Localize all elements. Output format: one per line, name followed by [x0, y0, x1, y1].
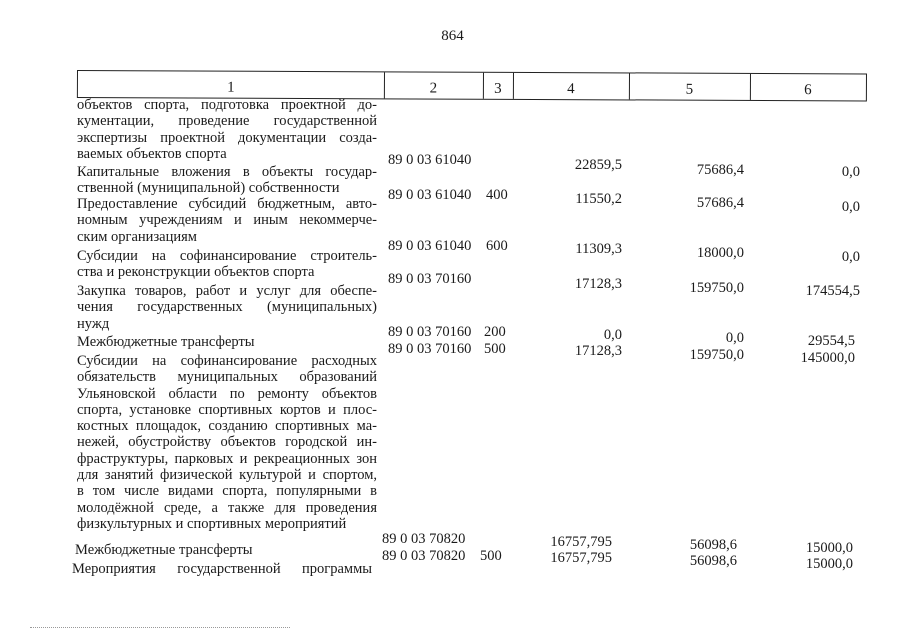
page-footer-line	[30, 627, 290, 628]
row-value-col6: 15000,0	[805, 556, 853, 572]
page-number: 864	[441, 28, 464, 44]
row-expense-type: 600	[486, 238, 508, 254]
table-row-description: Субсидии на софинансирование расходных обязательств муниципальных образований Ульяновской области по ремонту объектов спорта, установке спортивных кортов и плос- костных площадок, созданию спортивных ма- нежей, обустройству объектов городской ин- фраструктуры, парковых и рекреационных зон для занятий физической культурой и спортом, в том числе видами спорта, популярными в молодёжной среде, а также для проведения физкультурных и спортивных мероприятий	[77, 353, 377, 532]
row-code: 89 0 03 70820	[382, 548, 466, 564]
row-value-col5: 57686,4	[696, 195, 744, 211]
table-row-description: Мероприятия государственной программы	[72, 561, 372, 577]
row-value-col6: 15000,0	[805, 540, 853, 556]
row-value-col4: 0,0	[603, 327, 622, 343]
row-value-col4: 22859,5	[574, 157, 622, 173]
table-row-description: Межбюджетные трансферты	[75, 542, 253, 558]
row-value-col5: 159750,0	[689, 280, 744, 296]
header-col-3: 3	[483, 73, 514, 99]
row-value-col6: 0,0	[841, 249, 860, 265]
row-value-col4: 17128,3	[574, 276, 622, 292]
table-row-description: объектов спорта, подготовка проектной до- кументации, проведение государственной экспертизы проектной документации созда- ваемых объектов спорта	[77, 97, 377, 162]
header-col-4: 4	[513, 73, 630, 100]
table-row-description: Капитальные вложения в объекты государ- ственной (муниципальной) собственности	[77, 164, 377, 197]
table-row-description: Субсидии на софинансирование строитель- ства и реконструкции объектов спорта	[77, 248, 377, 281]
table-row-description: Предоставление субсидий бюджетным, авто- номным учреждениям и иным некоммерче- ским организациям	[77, 196, 377, 245]
header-col-6: 6	[804, 82, 812, 99]
row-value-col4: 17128,3	[574, 343, 622, 359]
row-value-col5: 56098,6	[689, 537, 737, 553]
header-col-1: 1	[78, 71, 385, 98]
row-value-col5: 75686,4	[696, 162, 744, 178]
row-expense-type: 500	[480, 548, 502, 564]
row-code: 89 0 03 61040	[388, 238, 472, 254]
table-row-description: Межбюджетные трансферты	[77, 334, 255, 350]
row-code: 89 0 03 61040	[388, 152, 472, 168]
row-value-col4: 16757,795	[550, 534, 612, 550]
table-row-description: Закупка товаров, работ и услуг для обеспе- чения государственных (муниципальных) нужд	[77, 283, 377, 332]
header-col-2: 2	[384, 72, 484, 98]
row-value-col6: 145000,0	[800, 350, 855, 366]
row-expense-type: 200	[484, 324, 506, 340]
row-value-col4: 11309,3	[575, 241, 622, 257]
row-code: 89 0 03 70160	[388, 324, 472, 340]
row-value-col5: 56098,6	[689, 553, 737, 569]
header-col-5: 5	[629, 73, 751, 100]
row-value-col5: 18000,0	[696, 245, 744, 261]
row-expense-type: 500	[484, 341, 506, 357]
row-code: 89 0 03 61040	[388, 187, 472, 203]
row-value-col6: 0,0	[841, 164, 860, 180]
row-code: 89 0 03 70820	[382, 531, 466, 547]
row-expense-type: 400	[486, 187, 508, 203]
row-value-col5: 0,0	[725, 330, 744, 346]
row-value-col6: 29554,5	[807, 333, 855, 349]
row-value-col5: 159750,0	[689, 347, 744, 363]
row-value-col4: 16757,795	[550, 550, 612, 566]
row-code: 89 0 03 70160	[388, 271, 472, 287]
row-code: 89 0 03 70160	[388, 341, 472, 357]
row-value-col6: 174554,5	[805, 283, 860, 299]
row-value-col4: 11550,2	[575, 191, 622, 207]
row-value-col6: 0,0	[841, 199, 860, 215]
